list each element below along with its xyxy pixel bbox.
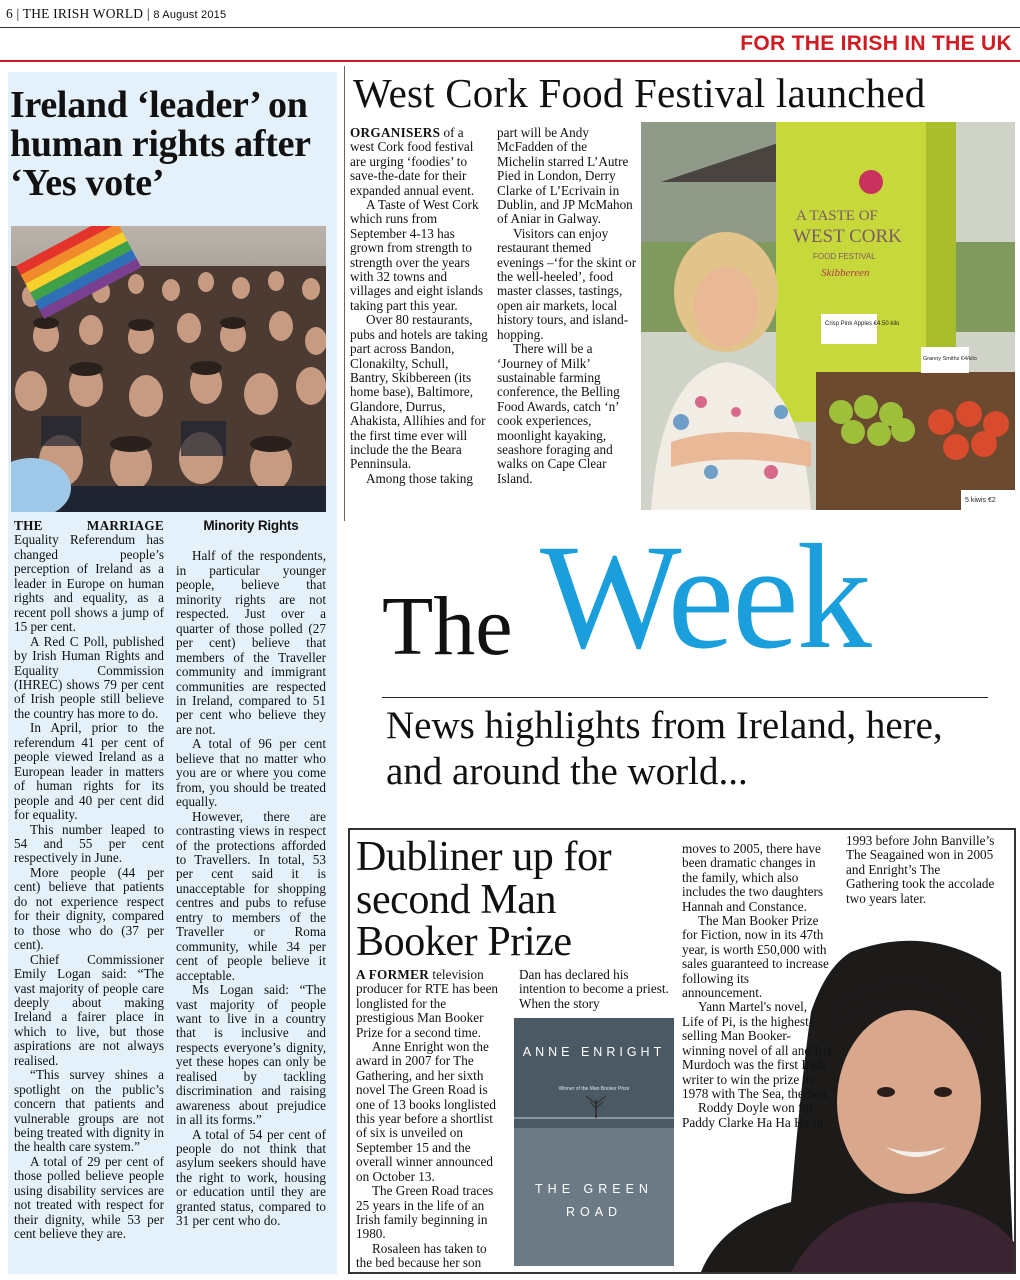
booker-column-4 (846, 834, 996, 906)
paragraph: Chief Commissioner Emily Logan said: “The vast majority of people care deeply about making Ireland a fairer place in which to live, but those aspirations are not always realised. (14, 951, 164, 1068)
human-rights-column-1 (14, 519, 164, 1242)
column-divider (344, 66, 345, 521)
red-rule (0, 60, 1020, 62)
lead-in: A FORMER (356, 967, 430, 982)
paragraph: A Taste of West Cork which runs from September 4-13 has grown from strength to strength over the years with 32 towns and villages and eight islands taking part this year. (350, 197, 483, 313)
issue-date: 8 August 2015 (153, 9, 227, 21)
paragraph: However, there are contrasting views in respect of the protections afforded to Travellers. In total, 53 per cent said it is unacceptable for shopping centres and pubs to refuse entry to members of the Traveller or Roma community, while 34 per cent of people believe it acceptable. (176, 808, 326, 983)
paragraph: A total of 29 per cent of those polled believe people using disability services are not treated with respect for their dignity, while 53 per cent believe they are. (14, 1153, 164, 1242)
paragraph: Anne Enright won the award in 2007 for The Gathering, and her sixth novel The Green Road is one of 13 books longlisted this year before a shortlist of six is unveiled on September 15 and the overall winner announced on October 13. (356, 1039, 496, 1184)
section-tagline: FOR THE IRISH IN THE UK (740, 32, 1012, 55)
paragraph: “This survey shines a spotlight on the public’s concern that patients and vulnerable groups are not being treated with dignity in the health care system.” (14, 1067, 164, 1155)
subheading: Minority Rights (203, 518, 299, 533)
paragraph: Over 80 restaurants, pubs and hotels are taking part across Bandon, Clonakilty, Schull, Bantry, Skibbereen (its home base), Baltimore, Glandore, Durrus, Ahakista, Allihies and for the first time ever will include the the Beara Penninsula. (350, 312, 488, 472)
paragraph: moves to 2005, there have been dramatic changes in the family, which also includes the two daughters Hannah and Constance. (682, 841, 823, 914)
the-week-subtitle: News highlights from Ireland, here, and around the world... (386, 704, 943, 793)
west-cork-column-1 (350, 126, 490, 486)
lead-in: THE MARRIAGE (14, 518, 164, 533)
the-week-title: Week (540, 514, 870, 680)
paragraph: Visitors can enjoy restaurant themed evenings –‘for the skint or the well-heeled’, food master classes, tastings, open air markets, local history tours, and island-hopping. (497, 225, 637, 342)
paragraph: The Man Booker Prize for Fiction, now in its 47th year, is worth £50,000 with sales guaranteed to increase following its announcement. (682, 913, 829, 1001)
paragraph: A total of 96 per cent believe that no matter who you are or where you come from, you should be treated equally. (176, 736, 326, 810)
sign-text: FOOD FESTIVAL (813, 252, 876, 261)
west-cork-headline: West Cork Food Festival launched (353, 70, 926, 116)
cover-tag: Winner of the Man Booker Prize (558, 1086, 630, 1092)
paragraph: A total of 54 per cent of people do not think that asylum seekers should have the right to work, housing or education until they are granted status, compared to 31 per cent who do. (176, 1126, 326, 1229)
west-cork-column-2 (497, 126, 637, 486)
paragraph: Half of the respondents, in particular younger people, believe that minority rights are not respected. Just over a quarter of those polled (27 per cent) believe that members of the Traveller community and immigrant communities are respected in Ireland, compared to 51 per cent who believe they are not. (176, 548, 326, 737)
booker-column-2 (519, 968, 669, 1011)
human-rights-column-2 (176, 519, 326, 1229)
paragraph: In April, prior to the referendum 41 per cent of people viewed Ireland as a European leader in matters of human rights for its people and 40 per cent did for equality. (14, 720, 164, 823)
sign-text: A TASTE OF (796, 208, 878, 224)
paragraph: Ms Logan said: “The vast majority of people want to live in a country that is inclusive and respects everyone’s dignity, yet these hopes can only be realised by tackling discrimination and raising awareness about prejudice in all its forms.” (176, 982, 326, 1128)
lead-in: ORGANISERS (350, 125, 441, 140)
top-rule (0, 27, 1020, 28)
paragraph: THE MARRIAGE Equality Referendum has changed people’s perception of Ireland as a leader in Europe on human rights and equality, as a recent poll shows a jump of 15 per cent. (14, 518, 164, 635)
price-card: Crisp Pink Apples €4.50 kilo (825, 321, 900, 327)
human-rights-headline: Ireland ‘leader’ on human rights after ‘Yes vote’ (10, 84, 311, 204)
paragraph: A FORMER television producer for RTE has been longlisted for the prestigious Man Booker Prize for a second time. (356, 967, 499, 1040)
sign-text: Skibbereen (821, 267, 870, 279)
paragraph: Yann Martel's novel, Life of Pi, is the highest-selling Man Booker-winning novel of all and Iris Murdoch was the first Irish writer to win the prize in 1978 with The Sea, the Sea. (682, 999, 832, 1101)
paragraph: More people (44 per cent) believe that patients do not experience respect for their dignity, compared to those who do (37 per cent). (14, 864, 164, 953)
the-week-the: The (382, 580, 513, 673)
paragraph: Among those taking (366, 470, 473, 486)
paragraph: Rosaleen has taken to the bed because her son (356, 1240, 487, 1271)
price-card: Granny Smiths €4/kilo (923, 356, 977, 362)
publication-name: THE IRISH WORLD (22, 6, 144, 21)
paragraph: ORGANISERS of a west Cork food festival are urging ‘foodies’ to save-the-date for their expanded annual event. (350, 125, 475, 198)
cover-title: THE GREEN ROAD (535, 1182, 653, 1219)
booker-column-1 (356, 968, 506, 1271)
cover-author: ANNE ENRIGHT (522, 1045, 666, 1059)
page-number: 6 (6, 6, 13, 21)
paragraph: 1993 before John Banville’s The Seagained won in 2005 and Enright’s The Gathering took the accolade two years later. (846, 833, 995, 906)
folio: 6 | THE IRISH WORLD | 8 August 2015 (6, 6, 227, 21)
crowd-photo (11, 226, 326, 512)
sign-text: WEST CORK (793, 226, 902, 247)
book-cover (514, 1018, 674, 1266)
paragraph: The Green Road traces 25 years in the life of an Irish family beginning in 1980. (356, 1183, 494, 1242)
paragraph: Roddy Doyle won for Paddy Clarke Ha Ha Ha in (682, 1100, 823, 1130)
price-card: 5 kiwis €2 (965, 497, 996, 504)
the-week-rule (382, 697, 988, 698)
booker-column-3 (682, 842, 832, 1130)
booker-headline: Dubliner up for second Man Booker Prize (356, 834, 612, 965)
paragraph: This number leaped to 54 and 55 per cent respectively in June. (14, 821, 164, 866)
paragraph: There will be a ‘Journey of Milk’ sustainable farming conference, the Belling Food Awards, catch ‘n’ cook experiences, moonlight kayaking, seashore foraging and walks on Cape Clear Island. (497, 341, 620, 486)
paragraph: A Red C Poll, published by Irish Human Rights and Equality Commission (IHREC) shows 79 per cent of Irish people still believe the country has more to do. (14, 633, 164, 721)
paragraph: Dan has declared his intention to become a priest. When the story (519, 967, 669, 1011)
festival-photo (641, 122, 1015, 510)
paragraph: part will be Andy McFadden of the Michelin starred L’Autre Pied in London, Derry Clarke of L’Ecrivain in Dublin, and JP McMahon of Aniar in Galway. (497, 125, 633, 227)
